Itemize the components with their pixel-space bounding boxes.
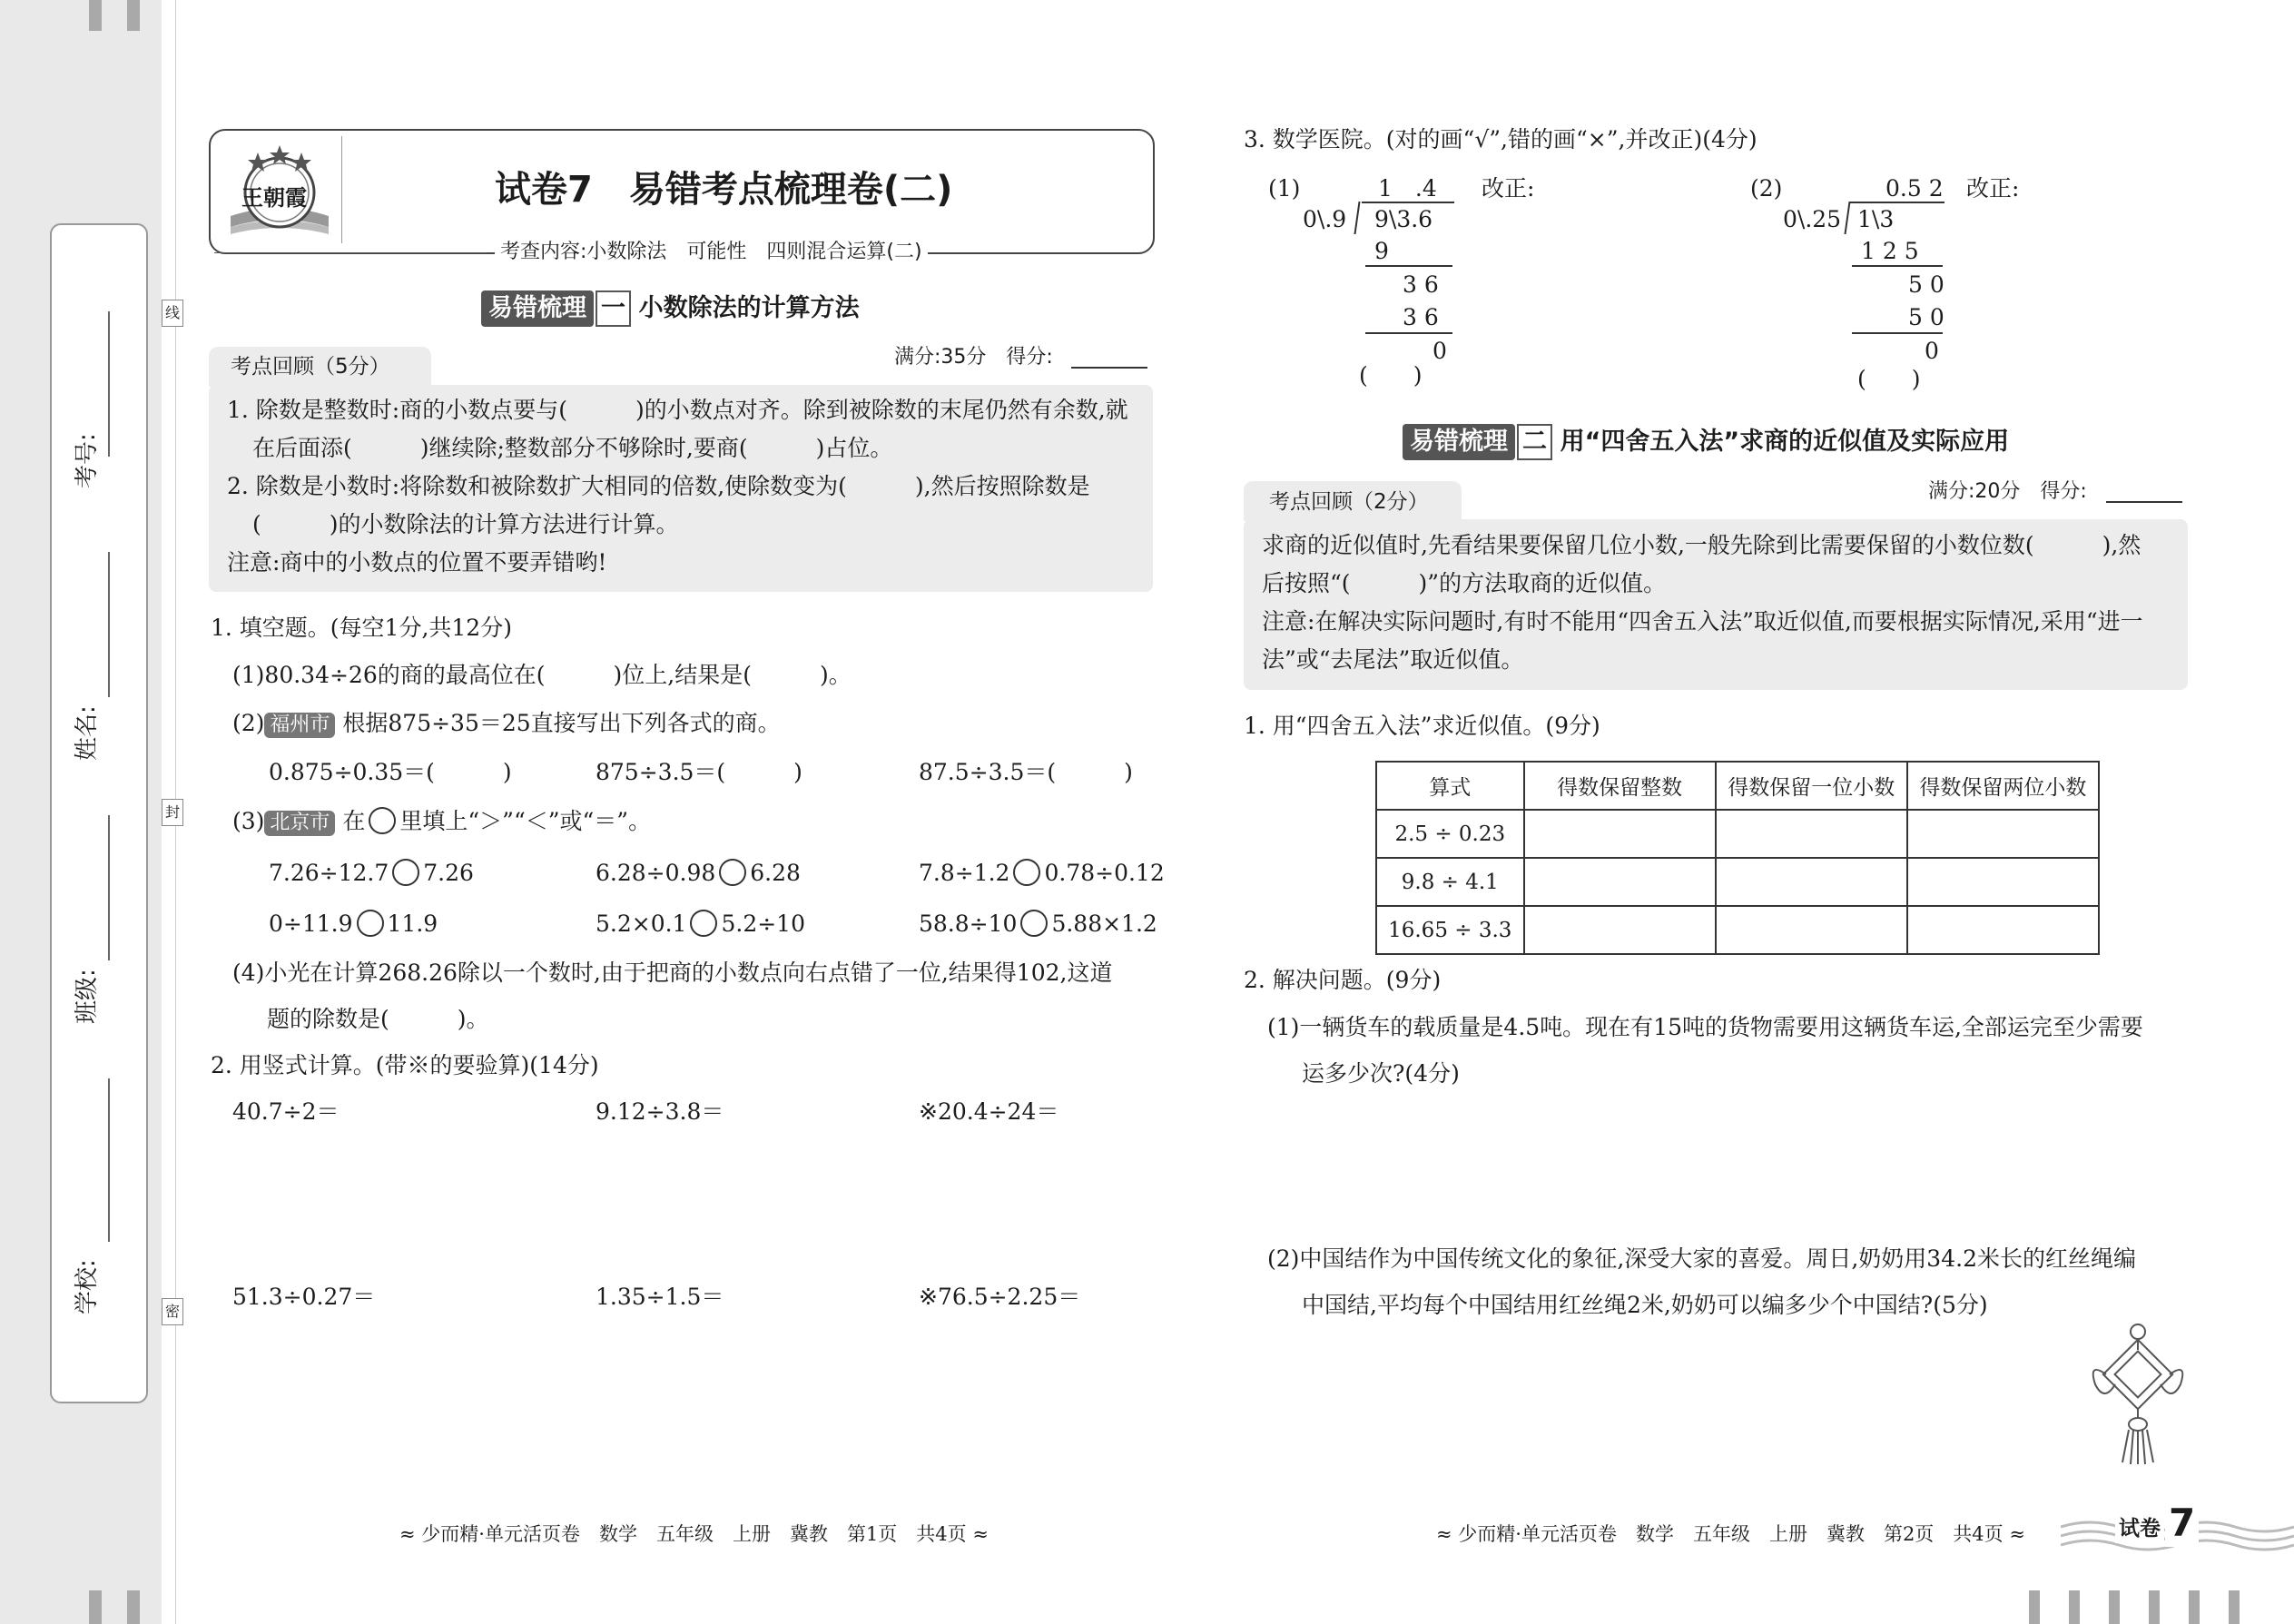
approx-table [1375,761,2100,955]
table-header: 得数保留一位小数 [1716,762,1907,810]
q3a-dividend: 9\3.6 [1374,206,1433,232]
q1-part1: (1)80.34÷26的商的最高位在( )位上,结果是( )。 [232,662,852,688]
q3-title: 3. 数学医院。(对的画“√”,错的画“×”,并改正)(4分) [1244,126,1757,153]
q3a-row4: 0 [1433,338,1447,364]
q1-part2-num: (2) [232,710,265,736]
q1-part2-b: 875÷3.5＝( ) [596,759,802,785]
review1-line2: 在后面添( )继续除;整数部分不够除时,要商( )占位。 [252,435,893,461]
q3b-row4: 0 [1925,338,1939,364]
q1-part2-c: 87.5÷3.5＝( ) [919,759,1133,785]
r-q1-title: 1. 用“四舍五入法”求近似值。(9分) [1244,713,1600,739]
table-answer-cell[interactable] [1716,906,1907,954]
compare-blank-4[interactable] [357,910,384,937]
top-mark-1 [89,0,102,31]
br-mark-6 [2229,1590,2240,1624]
table-answer-cell[interactable] [1524,858,1716,906]
compare-row1-b: 6.28÷0.98 6.28 [596,860,801,886]
q3a-fix-label: 改正: [1482,175,1535,202]
q3b-quotient: 0.5 2 [1885,175,1944,202]
q3a-row3: 3 6 [1403,304,1439,330]
q3b-bar [1850,202,1944,203]
header-divider [341,136,342,243]
q3b-row1: 1 2 5 [1861,238,1919,264]
q2-expr6: ※76.5÷2.25＝ [919,1284,1081,1310]
q3b-line1 [1852,265,1943,267]
logo-text: 王朝霞 [241,184,307,211]
q3b-dividend: 1\3 [1857,206,1895,232]
q1-part4-line1: (4)小光在计算268.26除以一个数时,由于把商的小数点向右点错了一位,结果得102,这道 [232,960,1113,986]
corner-number: 7 [2165,1500,2199,1547]
section1-title: 小数除法的计算方法 [638,294,860,322]
table-header: 得数保留两位小数 [1907,762,2099,810]
review2-score: 满分:20分 得分: [1928,480,2087,503]
section1-num: 一 [596,290,631,327]
br-mark-5 [2189,1590,2200,1624]
q3b-line2 [1852,332,1943,334]
table-answer-cell[interactable] [1524,906,1716,954]
review1-line1: 1. 除数是整数时:商的小数点要与( )的小数点对齐。除到被除数的末尾仍然有余数,就 [227,397,1128,423]
compare-blank-5[interactable] [690,910,717,937]
q3a-line2 [1365,332,1452,334]
section2-heading [1403,424,2009,460]
top-mark-2 [127,0,140,31]
compare-row2-a: 0÷11.9 11.9 [269,910,438,937]
compare-blank-6[interactable] [1020,910,1048,937]
q3b-divisor: 0\.25 [1783,206,1842,232]
chinese-knot-decoration [2079,1321,2197,1466]
table-answer-cell[interactable] [1716,858,1907,906]
review1-line4: ( )的小数除法的计算方法进行计算。 [252,511,679,537]
compare-row2-c: 58.8÷10 5.88×1.2 [919,910,1157,937]
table-row [1376,858,2099,906]
review2-score-blank[interactable] [2106,501,2182,503]
review2-line3: 注意:在解决实际问题时,有时不能用“四舍五入法”取近似值,而要根据实际情况,采用“进一 [1262,608,2143,635]
banji-line[interactable] [108,815,110,960]
compare-row1-c: 7.8÷1.2 0.78÷0.12 [919,860,1165,886]
q3a-divisor: 0\.9 [1303,206,1347,232]
xingming-line[interactable] [108,552,110,697]
q2-expr3: ※20.4÷24＝ [919,1098,1059,1125]
table-cell-expr: 2.5 ÷ 0.23 [1376,810,1524,858]
q3a-label: (1) [1268,175,1301,202]
compare-blank-3[interactable] [1013,859,1040,886]
r-q2-part1-line1: (1)一辆货车的载质量是4.5吨。现在有15吨的货物需要用这辆货车运,全部运完至少需要 [1267,1014,2143,1040]
compare-blank-1[interactable] [392,859,419,886]
q3a-row2: 3 6 [1403,271,1439,298]
bottom-mark-2 [127,1590,140,1624]
left-footer: ≈ 少而精·单元活页卷 数学 五年级 上册 冀教 第1页 共4页 ≈ [399,1523,989,1545]
compare-blank-2[interactable] [719,859,746,886]
q2-title: 2. 用竖式计算。(带※的要验算)(14分) [211,1052,599,1078]
q1-part2-text: 根据875÷35＝25直接写出下列各式的商。 [342,710,781,736]
content-scope: 考查内容:小数除法 可能性 四则混合运算(二) [495,238,928,267]
city-badge-beijing: 北京市 [264,811,335,836]
table-cell-expr: 16.65 ÷ 3.3 [1376,906,1524,954]
q1-part2-a: 0.875÷0.35＝( ) [269,759,512,785]
seal-mark-xian: 线 [162,300,183,327]
q1-part2 [232,709,781,738]
r-q2-part2-line1: (2)中国结作为中国传统文化的象征,深受大家的喜爱。周日,奶奶用34.2米长的红丝绳编 [1267,1245,2136,1272]
table-header-row [1376,762,2099,810]
table-answer-cell[interactable] [1907,858,2099,906]
q3b-row3: 5 0 [1908,304,1944,330]
section2-num: 二 [1517,424,1552,460]
q3b-judge[interactable]: ( ) [1857,366,1921,392]
table-cell-expr: 9.8 ÷ 4.1 [1376,858,1524,906]
q3a-row1: 9 [1374,238,1389,264]
q3b-label: (2) [1750,175,1783,202]
xuexiao-label: 学校: [74,1259,101,1314]
review1-score: 满分:35分 得分: [894,346,1053,369]
r-q2-part1-line2: 运多少次?(4分) [1302,1060,1460,1087]
compare-row1-a: 7.26÷12.7 7.26 [269,860,474,886]
xuexiao-line[interactable] [108,1078,110,1242]
review2-line1: 求商的近似值时,先看结果要保留几位小数,一般先除到比需要保留的小数位数( ),然 [1262,532,2141,558]
table-answer-cell[interactable] [1907,810,2099,858]
q3a-judge[interactable]: ( ) [1359,362,1423,389]
q2-expr5: 1.35÷1.5＝ [596,1284,724,1310]
r-q2-part2-line2: 中国结,平均每个中国结用红丝绳2米,奶奶可以编多少个中国结?(5分) [1302,1292,1988,1318]
q1-part4-line2: 题的除数是( )。 [267,1006,489,1032]
br-mark-3 [2109,1590,2120,1624]
br-mark-1 [2029,1590,2040,1624]
table-header: 算式 [1376,762,1524,810]
logo [222,136,338,243]
banji-label: 班级: [74,969,101,1024]
review1-score-blank[interactable] [1071,367,1147,369]
seal-mark-mi: 密 [162,1298,183,1325]
q1-part3-num: (3) [232,808,265,834]
br-mark-4 [2149,1590,2160,1624]
q2-expr2: 9.12÷3.8＝ [596,1098,724,1125]
q3a-line1 [1365,265,1452,267]
section1-heading [481,290,860,327]
q1-part3-text-a: 在 [342,808,366,834]
table-answer-cell[interactable] [1907,906,2099,954]
q3b-fix-label: 改正: [1966,175,2020,202]
q3a-quotient: 1 .4 [1378,175,1437,202]
content-line-left [214,252,487,253]
binding-box [50,223,148,1403]
compare-circle-icon [369,807,396,834]
q3a-bracket [1354,202,1360,234]
q1-title: 1. 填空题。(每空1分,共12分) [211,615,512,641]
br-mark-2 [2069,1590,2080,1624]
xingming-label: 姓名: [74,705,101,761]
review2-tab: 考点回顾（2分） [1269,490,1429,514]
compare-row2-b: 5.2×0.1 5.2÷10 [596,910,805,937]
q1-part3 [232,807,651,836]
q3a-bar [1362,202,1454,203]
table-row [1376,906,2099,954]
table-answer-cell[interactable] [1524,810,1716,858]
q2-expr1: 40.7÷2＝ [232,1098,340,1125]
kaohao-line[interactable] [108,311,110,457]
page-title: 试卷7 易错考点梳理卷(二) [495,169,953,211]
q3b-bracket [1844,202,1850,234]
review2-line2: 后按照“( )”的方法取商的近似值。 [1262,570,1667,596]
city-badge-fuzhou: 福州市 [264,713,335,738]
corner-label: 试卷 [2115,1514,2164,1543]
table-header: 得数保留整数 [1524,762,1716,810]
section1-tag: 易错梳理 [481,290,594,327]
section2-tag: 易错梳理 [1403,424,1515,460]
chinese-knot-icon [2079,1321,2197,1466]
q1-part3-text-b: 里填上“＞”“＜”或“＝”。 [399,808,652,834]
table-row [1376,810,2099,858]
bottom-mark-1 [89,1590,102,1624]
table-answer-cell[interactable] [1716,810,1907,858]
right-footer: ≈ 少而精·单元活页卷 数学 五年级 上册 冀教 第2页 共4页 ≈ [1436,1523,2025,1545]
q3b-row2: 5 0 [1908,271,1944,298]
kaohao-label: 考号: [74,433,101,488]
review2-line4: 法”或“去尾法”取近似值。 [1262,646,1524,673]
section2-title: 用“四舍五入法”求商的近似值及实际应用 [1560,428,2010,456]
r-q2-title: 2. 解决问题。(9分) [1244,967,1442,993]
seal-mark-feng: 封 [162,799,183,826]
q2-expr4: 51.3÷0.27＝ [232,1284,376,1310]
review1-note: 注意:商中的小数点的位置不要弄错哟! [227,549,607,576]
review1-line3: 2. 除数是小数时:将除数和被除数扩大相同的倍数,使除数变为( ),然后按照除数是 [227,473,1090,499]
review1-tab: 考点回顾（5分） [231,355,390,379]
